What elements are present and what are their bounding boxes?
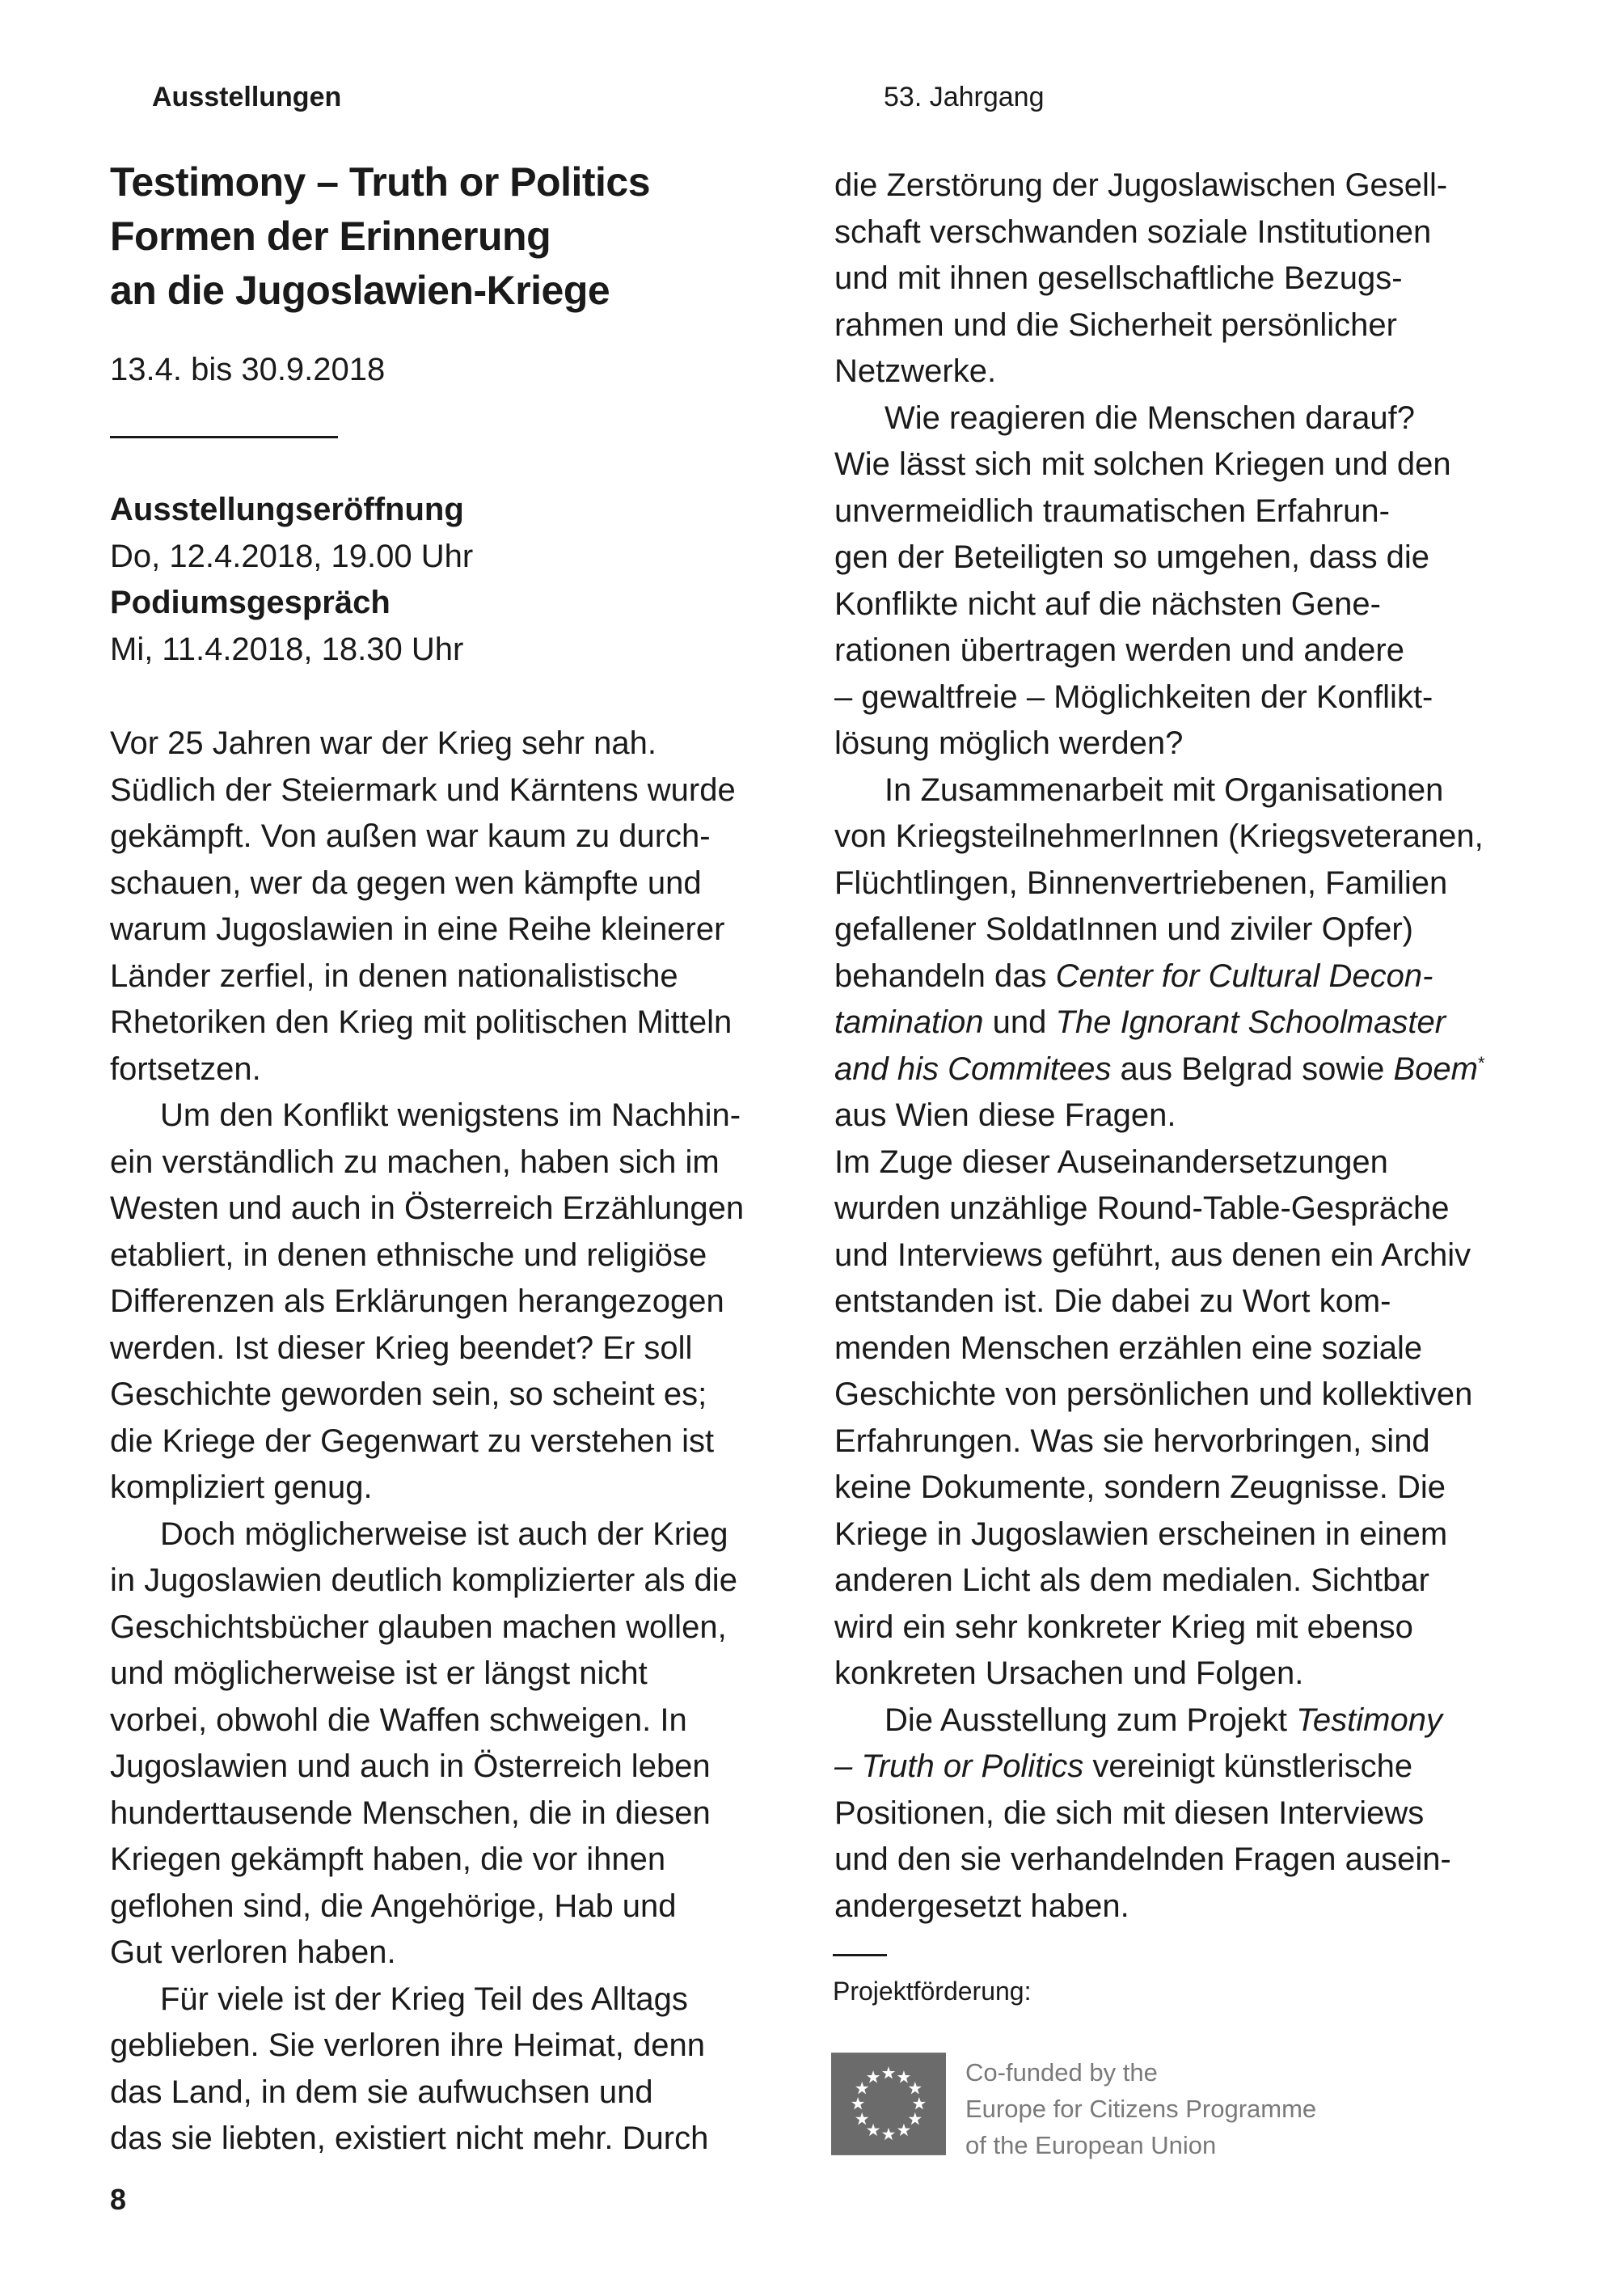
text-line: Konflikte nicht auf die nächsten Gene- [834, 586, 1381, 622]
text-line: Geschichte von persönlichen und kollektiven [834, 1376, 1473, 1412]
event-line: Ausstellungseröffnung [110, 492, 464, 527]
text-line: gekämpft. Von außen war kaum zu durch- [110, 818, 711, 854]
text-line: hunderttausende Menschen, die in diesen [110, 1795, 711, 1831]
text-line: In Zusammenarbeit mit Organisationen [884, 772, 1444, 808]
eu-credit-line: of the European Union [965, 2131, 1217, 2159]
text-line: Gut verloren haben. [110, 1934, 396, 1970]
article-title [110, 155, 650, 318]
body-column-right [834, 163, 1562, 1930]
eu-funding-logo [831, 2053, 1316, 2163]
title-line: an die Jugoslawien-Kriege [110, 268, 610, 313]
exhibition-dates: 13.4. bis 30.9.2018 [110, 352, 386, 387]
eu-credit-text [965, 2053, 1316, 2163]
text-line: und Interviews geführt, aus denen ein Archiv [834, 1237, 1471, 1273]
text-line: fortsetzen. [110, 1051, 261, 1087]
title-line: Formen der Erinnerung [110, 214, 551, 259]
text-line: und den sie verhandelnden Fragen ausein- [834, 1841, 1451, 1877]
funding-separator-rule [833, 1954, 887, 1956]
text-line: Länder zerfiel, in denen nationalistische [110, 958, 678, 994]
text-line: kompliziert genug. [110, 1469, 373, 1505]
text-line: Westen und auch in Österreich Erzählungen [110, 1190, 745, 1226]
text-line: Geschichtsbücher glauben machen wollen, [110, 1609, 727, 1645]
text-line: und möglicherweise ist er längst nicht [110, 1655, 648, 1691]
text-line: das Land, in dem sie aufwuchsen und [110, 2074, 653, 2110]
text-line: menden Menschen erzählen eine soziale [834, 1330, 1423, 1366]
section-header: Ausstellungen [152, 82, 342, 112]
text-line: wurden unzählige Round-Table-Gespräche [834, 1190, 1450, 1226]
text-line: in Jugoslawien deutlich komplizierter als die [110, 1562, 737, 1598]
title-line: Testimony – Truth or Politics [110, 159, 651, 205]
text-line: anderen Licht als dem medialen. Sichtbar [834, 1562, 1429, 1598]
text-line: behandeln das Center for Cultural Decon- [834, 958, 1433, 994]
text-line: entstanden ist. Die dabei zu Wort kom- [834, 1283, 1391, 1319]
text-line: Erfahrungen. Was sie hervorbringen, sind [834, 1423, 1430, 1459]
volume-header: 53. Jahrgang [884, 82, 1045, 112]
text-line: schauen, wer da gegen wen kämpfte und [110, 865, 702, 901]
eu-credit-line: Europe for Citizens Programme [965, 2095, 1317, 2123]
text-line: gefallener SoldatInnen und ziviler Opfer) [834, 911, 1413, 947]
text-line: Kriege in Jugoslawien erscheinen in einem [834, 1516, 1448, 1552]
text-line: Um den Konflikt wenigstens im Nachhin- [160, 1097, 741, 1133]
text-line: Flüchtlingen, Binnenvertriebenen, Familien [834, 865, 1448, 901]
text-line: rationen übertragen werden und andere [834, 632, 1404, 668]
body-column-left [110, 721, 830, 2163]
eu-flag-icon [831, 2053, 946, 2155]
text-line: konkreten Ursachen und Folgen. [834, 1655, 1304, 1691]
text-line: unvermeidlich traumatischen Erfahrun- [834, 493, 1390, 529]
event-info [110, 487, 473, 673]
text-line: geblieben. Sie verloren ihre Heimat, denn [110, 2027, 705, 2063]
eu-credit-line: Co-funded by the [965, 2058, 1158, 2087]
text-line: Differenzen als Erklärungen herangezogen [110, 1283, 724, 1319]
text-line: die Zerstörung der Jugoslawischen Gesell- [834, 167, 1448, 203]
event-line: Do, 12.4.2018, 19.00 Uhr [110, 538, 474, 574]
text-line: keine Dokumente, sondern Zeugnisse. Die [834, 1469, 1446, 1505]
text-line: und mit ihnen gesellschaftliche Bezugs- [834, 260, 1403, 296]
text-line: geflohen sind, die Angehörige, Hab und [110, 1888, 677, 1924]
text-line: Für viele ist der Krieg Teil des Alltags [160, 1981, 688, 2017]
text-line: Südlich der Steiermark und Kärntens wurde [110, 772, 736, 808]
text-line: – gewaltfreie – Möglichkeiten der Konflikt- [834, 679, 1433, 715]
text-line: Geschichte geworden sein, so scheint es; [110, 1376, 707, 1412]
text-line: das sie liebten, existiert nicht mehr. Durch [110, 2121, 709, 2156]
text-line: Im Zuge dieser Auseinandersetzungen [834, 1144, 1388, 1180]
text-line: Rhetoriken den Krieg mit politischen Mitteln [110, 1004, 733, 1040]
text-line: Wie lässt sich mit solchen Kriegen und den [834, 446, 1451, 482]
text-line: Doch möglicherweise ist auch der Krieg [160, 1516, 728, 1552]
text-line: Positionen, die sich mit diesen Interviews [834, 1795, 1425, 1831]
text-line: Wie reagieren die Menschen darauf? [884, 400, 1415, 436]
text-line: tamination und The Ignorant Schoolmaster [834, 1004, 1446, 1040]
text-line: gen der Beteiligten so umgehen, dass die [834, 539, 1430, 575]
text-line: Vor 25 Jahren war der Krieg sehr nah. [110, 725, 657, 761]
text-line: Jugoslawien und auch in Österreich leben [110, 1748, 711, 1784]
event-line: Mi, 11.4.2018, 18.30 Uhr [110, 631, 464, 667]
text-line: and his Commitees aus Belgrad sowie Boem* [834, 1051, 1485, 1087]
title-separator-rule [110, 436, 338, 438]
text-line: Netzwerke. [834, 353, 997, 389]
text-line: warum Jugoslawien in eine Reihe kleinerer [110, 911, 725, 947]
text-line: aus Wien diese Fragen. [834, 1097, 1176, 1133]
text-line: vorbei, obwohl die Waffen schweigen. In [110, 1702, 687, 1738]
event-line: Podiumsgespräch [110, 585, 391, 620]
text-line: ein verständlich zu machen, haben sich im [110, 1144, 720, 1180]
page-number: 8 [110, 2183, 127, 2216]
text-line: werden. Ist dieser Krieg beendet? Er soll [110, 1330, 693, 1366]
text-line: die Kriege der Gegenwart zu verstehen ist [110, 1423, 715, 1459]
text-line: lösung möglich werden? [834, 725, 1184, 761]
text-line: – Truth or Politics vereinigt künstlerische [834, 1748, 1413, 1784]
text-line: schaft verschwanden soziale Institutionen [834, 214, 1432, 250]
text-line: etabliert, in denen ethnische und religiöse [110, 1237, 707, 1273]
text-line: wird ein sehr konkreter Krieg mit ebenso [834, 1609, 1413, 1645]
text-line: Kriegen gekämpft haben, die vor ihnen [110, 1841, 666, 1877]
text-line: rahmen und die Sicherheit persönlicher [834, 307, 1397, 343]
text-line: von KriegsteilnehmerInnen (Kriegsveteranen, [834, 818, 1484, 854]
text-line: andergesetzt haben. [834, 1888, 1129, 1924]
text-line: Die Ausstellung zum Projekt Testimony [884, 1702, 1442, 1738]
funding-label: Projektförderung: [833, 1977, 1032, 2006]
